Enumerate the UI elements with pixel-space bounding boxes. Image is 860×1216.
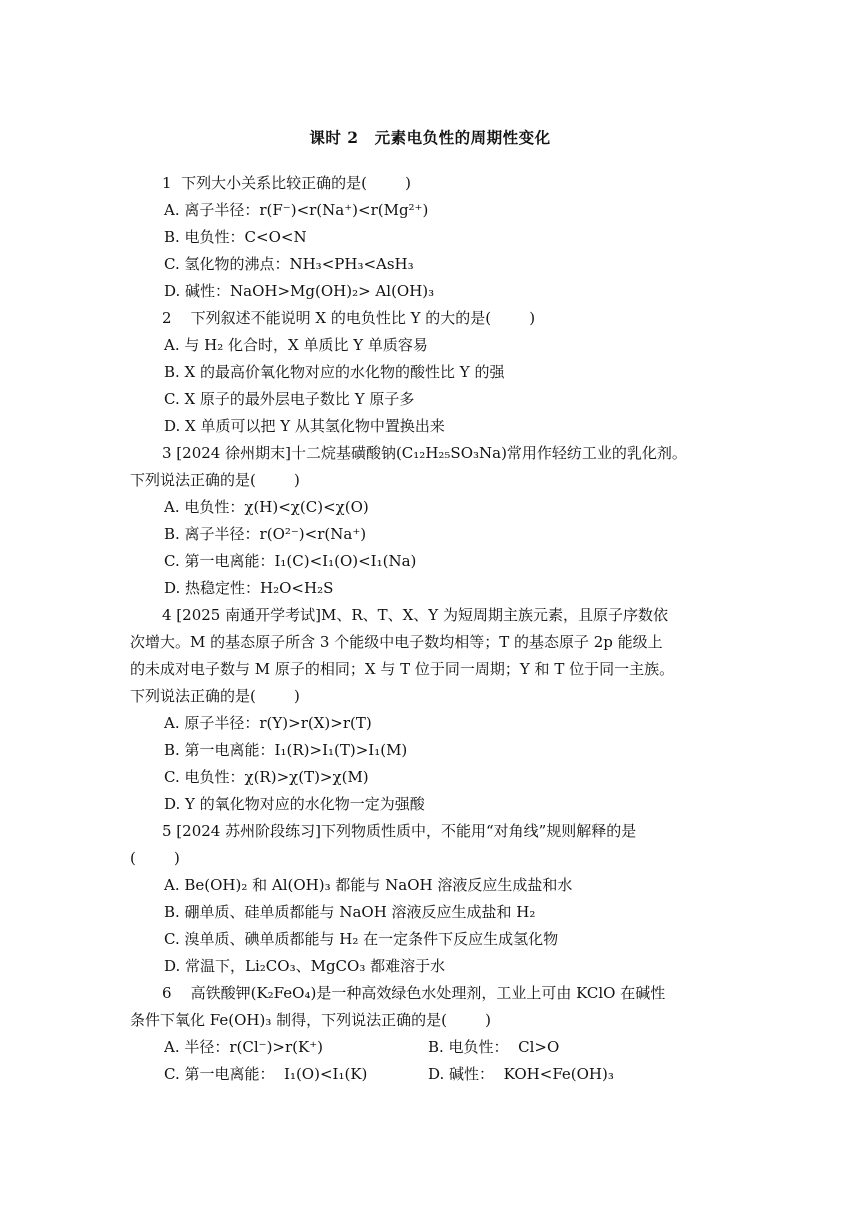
q1-option-c: C. 氢化物的沸点：NH₃<PH₃<AsH₃: [164, 255, 414, 273]
q6-option-c: C. 第一电离能： I₁(O)<I₁(K): [164, 1065, 368, 1083]
q4-option-c: C. 电负性：χ(R)>χ(T)>χ(M): [164, 768, 369, 786]
q4-stem-line-3: 的未成对电子数与 M 原子的相同；X 与 T 位于同一周期；Y 和 T 位于同一主族。: [130, 660, 675, 678]
q2-stem: 2 下列叙述不能说明 X 的电负性比 Y 的大的是( ): [162, 309, 536, 327]
q6-options-row-1: [130, 1034, 730, 1061]
q3-stem-line-2: 下列说法正确的是( ): [130, 471, 300, 489]
document-page: [130, 124, 730, 1088]
question-6: [130, 980, 730, 1088]
question-5: [130, 818, 730, 980]
q5-option-a: A. Be(OH)₂ 和 Al(OH)₃ 都能与 NaOH 溶液反应生成盐和水: [164, 876, 573, 894]
q6-options-row-2: [130, 1061, 730, 1088]
q3-option-b: B. 离子半径：r(O²⁻)<r(Na⁺): [164, 525, 367, 543]
question-3: [130, 440, 730, 602]
q1-option-d: D. 碱性：NaOH>Mg(OH)₂> Al(OH)₃: [164, 282, 435, 300]
q6-option-a: A. 半径：r(Cl⁻)>r(K⁺): [164, 1038, 324, 1056]
q2-option-d: D. X 单质可以把 Y 从其氢化物中置换出来: [164, 417, 445, 435]
q3-stem-line-1: 3 [2024 徐州期末]十二烷基磺酸钠(C₁₂H₂₅SO₃Na)常用作轻纺工业的乳化剂。: [162, 444, 687, 462]
q1-option-a: A. 离子半径：r(F⁻)<r(Na⁺)<r(Mg²⁺): [164, 201, 429, 219]
q5-option-d: D. 常温下，Li₂CO₃、MgCO₃ 都难溶于水: [164, 957, 446, 975]
q6-option-b: B. 电负性： Cl>O: [428, 1038, 560, 1056]
q2-option-a: A. 与 H₂ 化合时，X 单质比 Y 单质容易: [164, 336, 428, 354]
q1-option-b: B. 电负性：C<O<N: [164, 228, 307, 246]
q4-stem-line-4: 下列说法正确的是( ): [130, 687, 300, 705]
q4-stem-line-2: 次增大。M 的基态原子所含 3 个能级中电子数均相等；T 的基态原子 2p 能级上: [130, 633, 663, 651]
q6-option-d: D. 碱性： KOH<Fe(OH)₃: [428, 1065, 614, 1083]
page-title: 课时 2 元素电负性的周期性变化: [309, 128, 551, 147]
question-1: [130, 170, 730, 305]
question-2: [130, 305, 730, 440]
question-4: [130, 602, 730, 818]
q3-option-a: A. 电负性：χ(H)<χ(C)<χ(O): [164, 498, 369, 516]
q1-stem: 1 下列大小关系比较正确的是( ): [162, 174, 411, 192]
q2-option-b: B. X 的最高价氧化物对应的水化物的酸性比 Y 的强: [164, 363, 505, 381]
q4-option-b: B. 第一电离能：I₁(R)>I₁(T)>I₁(M): [164, 741, 408, 759]
q4-option-d: D. Y 的氧化物对应的水化物一定为强酸: [164, 795, 425, 813]
q4-option-a: A. 原子半径：r(Y)>r(X)>r(T): [164, 714, 372, 732]
q6-stem-line-2: 条件下氧化 Fe(OH)₃ 制得，下列说法正确的是( ): [130, 1011, 491, 1029]
q5-option-c: C. 溴单质、碘单质都能与 H₂ 在一定条件下反应生成氢化物: [164, 930, 559, 948]
q5-stem-line-2: ( ): [130, 849, 180, 867]
q6-stem-line-1: 6 高铁酸钾(K₂FeO₄)是一种高效绿色水处理剂，工业上可由 KClO 在碱性: [162, 984, 666, 1002]
q5-stem-line-1: 5 [2024 苏州阶段练习]下列物质性质中，不能用“对角线”规则解释的是: [162, 822, 637, 840]
q3-option-d: D. 热稳定性：H₂O<H₂S: [164, 579, 334, 597]
q2-option-c: C. X 原子的最外层电子数比 Y 原子多: [164, 390, 415, 408]
q3-option-c: C. 第一电离能：I₁(C)<I₁(O)<I₁(Na): [164, 552, 417, 570]
q4-stem-line-1: 4 [2025 南通开学考试]M、R、T、X、Y 为短周期主族元素，且原子序数依: [162, 606, 668, 624]
q5-option-b: B. 硼单质、硅单质都能与 NaOH 溶液反应生成盐和 H₂: [164, 903, 536, 921]
